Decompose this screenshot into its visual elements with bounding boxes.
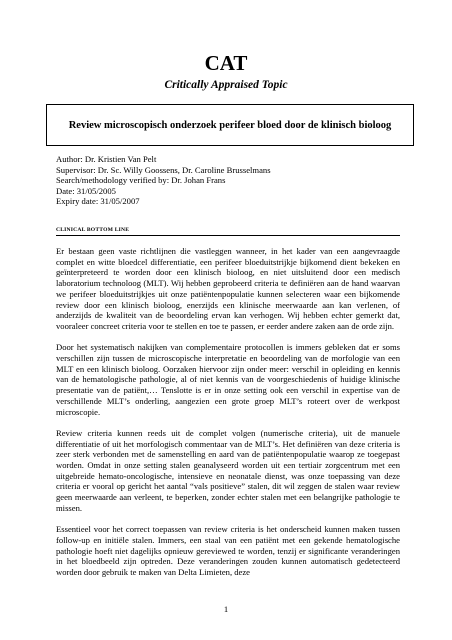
expiry-date-line: Expiry date: 31/05/2007	[56, 196, 140, 207]
paragraph: Review criteria kunnen reeds uit de complet volgen (numerische criteria), uit de manuele differentiatie of uit het morfologisch commentaar van de MLT’s. Het definiëren van deze criteria is zeer sterk verbonden met de samenstelling en aard van de patiëntenpopulatie waarop ze toegepast worden. Omdat in onze setting stalen geanalyseerd worden uit een tertiair zorgcentrum met een uitgebreide hemato-oncologische, intensieve en neonatale dienst, was onze toepassing van deze criteria er vooral op gericht het aantal “vals positieve” stalen, dit wil zeggen de stalen waar review geen meerwaarde aan verleent, te beperken, zonder echter stalen met een belangrijke pathologie te missen.	[56, 427, 400, 513]
supervisor-line: Supervisor: Dr. Sc. Willy Goossens, Dr. Caroline Brusselmans	[56, 164, 271, 175]
document-subtitle: Critically Appraised Topic	[164, 79, 288, 91]
date-line: Date: 31/05/2005	[56, 185, 116, 196]
author-line: Author: Dr. Kristien Van Pelt	[56, 154, 157, 164]
paragraph: Er bestaan geen vaste richtlijnen die vastleggen wanneer, in het kader van een aangevraagde complet en witte bloedcel differentiatie, een perifeer bloeduitstrijkje bijkomend dient bekeken en geïnterpreteerd te worden door een klinisch bioloog, en niet uitsluitend door een medisch laboratorium technoloog (MLT). Wij hebben geprobeerd criteria te definiëren aan de hand waarvan we perifeer bloeduitstrijkjes uit onze patiëntenpopulatie kunnen selecteren waar een bijkomende review door een klinisch bioloog, enerzijds een klinische meerwaarde aan kan verlenen, of anderzijds de kwaliteit van de beoordeling ervan kan verhogen. Wij hebben echter gemerkt dat, vooraleer concreet criteria voor te stellen en toe te passen, er eerder andere zaken aan de orde zijn.	[56, 246, 400, 331]
paragraph: Door het systematisch nakijken van complementaire protocollen is immers gebleken dat er soms verschillen zijn tussen de microscopische interpretatie en beoordeling van de morfologie van een MLT en een klinisch bioloog. Oorzaken hiervoor zijn onder meer: verschil in opleiding en kennis van de hematologische pathologie, al of niet kennis van de voorgeschiedenis of huidige klinische presentatie van de patiënt,… Tenslotte is er in onze setting ook een verschil in expertise van de verschillende MLT’s onderling, aangezien een grote groep MLT’s roteert over de werkpost microscopie.	[56, 342, 400, 417]
search-verified-line: Search/methodology verified by: Dr. Johan Frans	[56, 175, 226, 186]
document-title: CAT	[204, 51, 248, 75]
page-number: 1	[223, 604, 229, 614]
section-heading: CLINICAL BOTTOM LINE	[56, 226, 400, 236]
paragraph: Essentieel voor het correct toepassen van review criteria is het onderscheid kunnen maken tussen follow-up en initiële stalen. Immers, een staal van een patiënt met een gekende hematologische pathologie hoeft niet dagelijks opnieuw gereviewed te worden, tenzij er significante veranderingen in het bloedbeeld zijn optreden. Deze veranderingen zouden kunnen automatisch gedetecteerd worden door gebruik te maken van Delta Limieten, deze	[56, 524, 400, 578]
review-title: Review microscopisch onderzoek perifeer bloed door de klinisch bioloog	[68, 119, 392, 131]
body-text	[56, 246, 400, 588]
review-title-box	[46, 104, 414, 146]
metadata-block	[56, 154, 271, 207]
